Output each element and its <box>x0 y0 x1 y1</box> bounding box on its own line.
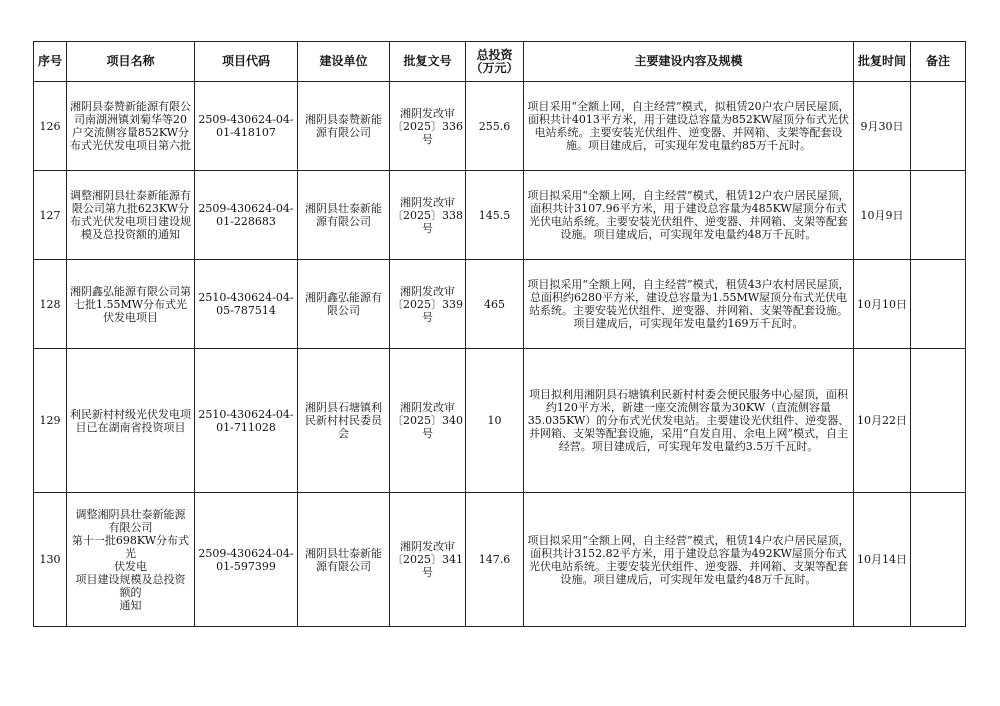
cell-seq: 126 <box>34 82 67 171</box>
cell-total-investment: 465 <box>466 260 524 349</box>
header-main-content: 主要建设内容及规模 <box>524 42 854 82</box>
header-approval-doc: 批复文号 <box>390 42 466 82</box>
cell-seq: 130 <box>34 493 67 627</box>
header-remarks: 备注 <box>911 42 966 82</box>
cell-remarks <box>911 171 966 260</box>
cell-approval-date: 10月22日 <box>854 349 911 493</box>
cell-approval-date: 10月14日 <box>854 493 911 627</box>
cell-builder-unit: 湘阴鑫弘能源有限公司 <box>298 260 390 349</box>
cell-approval-doc: 湘阴发改审〔2025〕336号 <box>390 82 466 171</box>
cell-main-content: 项目拟采用“全额上网，自主经营”模式，租赁43户农村居民屋顶，总面积约6280平方米，建设总容量为1.55MW屋顶分布式光伏电站系统。主要安装光伏组件、逆变器、并网箱、支架等配套设施。项目建成后，可实现年发电量约169万千瓦时。 <box>524 260 854 349</box>
cell-approval-doc: 湘阴发改审〔2025〕340号 <box>390 349 466 493</box>
cell-project-code: 2509-430624-04-01-597399 <box>195 493 298 627</box>
cell-approval-date: 9月30日 <box>854 82 911 171</box>
cell-project-code: 2510-430624-04-05-787514 <box>195 260 298 349</box>
header-builder-unit: 建设单位 <box>298 42 390 82</box>
cell-remarks <box>911 82 966 171</box>
cell-total-investment: 147.6 <box>466 493 524 627</box>
cell-main-content: 项目拟采用“全额上网，自主经营”模式，租赁14户农户居民屋顶，面积共计3152.82平方米，用于建设总容量为492KW屋顶分布式光伏电站系统。主要安装光伏组件、逆变器、并网箱、支架等配套设施。项目建成后，可实现年发电量约48万千瓦时。 <box>524 493 854 627</box>
cell-approval-date: 10月9日 <box>854 171 911 260</box>
table-row <box>34 260 966 349</box>
cell-total-investment: 255.6 <box>466 82 524 171</box>
cell-approval-doc: 湘阴发改审〔2025〕341号 <box>390 493 466 627</box>
cell-remarks <box>911 349 966 493</box>
cell-builder-unit: 湘阴县壮泰新能源有限公司 <box>298 171 390 260</box>
cell-total-investment: 10 <box>466 349 524 493</box>
cell-project-name: 利民新村村级光伏发电项目已在湖南省投资项目 <box>67 349 195 493</box>
header-project-code: 项目代码 <box>195 42 298 82</box>
cell-main-content: 项目拟利用湘阴县石塘镇利民新村村委会便民服务中心屋顶，面积约120平方米，新建一座交流侧容量为30KW（直流侧容量35.035KW）的分布式光伏发电站。主要建设光伏组件、逆变器、并网箱、支架等配套设施，采用“自发自用、余电上网”模式，自主经营。项目建成后，可实现年发电量约3.5万千瓦时。 <box>524 349 854 493</box>
cell-remarks <box>911 493 966 627</box>
cell-main-content: 项目采用“全额上网，自主经营”模式，拟租赁20户农户居民屋顶，面积共计4013平方米，用于建设总容量为852KW屋顶分布式光伏电站系统。主要安装光伏组件、逆变器、并网箱、支架等配套设施。项目建成后，可实现年发电量约85万千瓦时。 <box>524 82 854 171</box>
cell-seq: 128 <box>34 260 67 349</box>
header-seq: 序号 <box>34 42 67 82</box>
cell-project-name: 调整湘阴县壮泰新能源 有限公司 第十一批698KW分布式光 伏发电 项目建设规模及总投资 额的 通知 <box>67 493 195 627</box>
header-total-investment: 总投资 （万元） <box>466 42 524 82</box>
project-approval-table <box>33 41 966 627</box>
cell-total-investment: 145.5 <box>466 171 524 260</box>
cell-approval-doc: 湘阴发改审〔2025〕339号 <box>390 260 466 349</box>
cell-remarks <box>911 260 966 349</box>
table-row <box>34 349 966 493</box>
cell-approval-date: 10月10日 <box>854 260 911 349</box>
table-row <box>34 171 966 260</box>
table-header-row <box>34 42 966 82</box>
cell-project-code: 2510-430624-04-01-711028 <box>195 349 298 493</box>
cell-main-content: 项目拟采用“全额上网，自主经营”模式，租赁12户农户居民屋顶，面积共计3107.96平方米，用于建设总容量为485KW屋顶分布式光伏电站系统。主要安装光伏组件、逆变器、并网箱、支架等配套设施。项目建成后，可实现年发电量约48万千瓦时。 <box>524 171 854 260</box>
cell-project-name: 湘阴县泰赞新能源有限公司南湖洲镇刘菊华等20户交流侧容量852KW分布式光伏发电项目第六批 <box>67 82 195 171</box>
cell-builder-unit: 湘阴县石塘镇利民新村村民委员会 <box>298 349 390 493</box>
table-row <box>34 493 966 627</box>
table-row <box>34 82 966 171</box>
cell-builder-unit: 湘阴县壮泰新能源有限公司 <box>298 493 390 627</box>
cell-project-code: 2509-430624-04-01-228683 <box>195 171 298 260</box>
header-project-name: 项目名称 <box>67 42 195 82</box>
cell-project-name: 湘阴鑫弘能源有限公司第七批1.55MW分布式光伏发电项目 <box>67 260 195 349</box>
cell-project-name: 调整湘阴县壮泰新能源有限公司第九批623KW分布式光伏发电项目建设规模及总投资额的通知 <box>67 171 195 260</box>
cell-approval-doc: 湘阴发改审〔2025〕338号 <box>390 171 466 260</box>
cell-builder-unit: 湘阴县泰赞新能源有限公司 <box>298 82 390 171</box>
cell-seq: 127 <box>34 171 67 260</box>
cell-seq: 129 <box>34 349 67 493</box>
header-approval-date: 批复时间 <box>854 42 911 82</box>
cell-project-code: 2509-430624-04-01-418107 <box>195 82 298 171</box>
